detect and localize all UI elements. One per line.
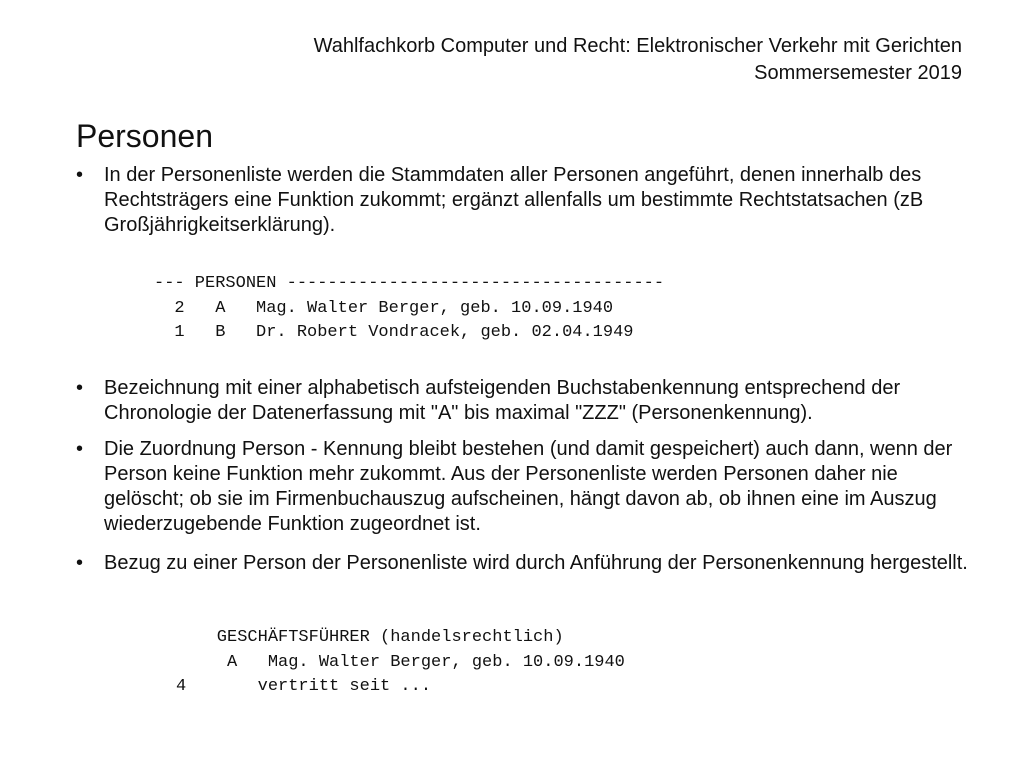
bullet-item-4 <box>76 551 976 576</box>
function-row: 4 vertritt seit ... <box>176 677 432 696</box>
bullet-text-2: Bezeichnung mit einer alphabetisch aufsteigenden Buchstabenkennung entsprechend der Chronologie der Datenerfassung mit "A" bis maximal "ZZZ" (Personenkennung). <box>104 377 901 424</box>
bullet-item-1 <box>76 163 976 238</box>
function-code-block <box>176 626 625 700</box>
bullet-text-3: Die Zuordnung Person - Kennung bleibt bestehen (und damit gespeichert) auch dann, wenn der Person keine Funktion mehr zukommt. Aus der Personenliste werden Personen daher nie gelöscht; ob sie im Firmenbuchauszug aufscheinen, hängt davon ab, ob ihnen eine im Auszug wiederzugebende Funktion zugeordnet ist. <box>104 438 953 535</box>
bullet-icon: • <box>76 164 84 186</box>
header-course-title: Wahlfachkorb Computer und Recht: Elektronischer Verkehr mit Gerichten <box>313 35 962 57</box>
bullet-item-2 <box>76 376 976 426</box>
person-list-header: --- PERSONEN ------------------------------------- <box>154 274 665 293</box>
person-list-code-block <box>154 272 664 346</box>
slide-header <box>314 33 962 87</box>
bullet-icon: • <box>76 438 84 460</box>
bullet-text-1: In der Personenliste werden die Stammdaten aller Personen angeführt, denen innerhalb des Rechtsträgers eine Funktion zukommt; ergänzt allenfalls um bestimmte Rechtstatsachen (zB Großjährigkeitserklärung). <box>104 164 924 236</box>
person-list-row: 1 B Dr. Robert Vondracek, geb. 02.04.1949 <box>154 323 634 342</box>
function-header: GESCHÄFTSFÜHRER (handelsrechtlich) <box>176 628 564 647</box>
header-semester: Sommersemester 2019 <box>754 62 962 84</box>
bullet-item-3 <box>76 437 976 537</box>
bullet-icon: • <box>76 377 84 399</box>
page-title: Personen <box>76 118 213 154</box>
bullet-text-4: Bezug zu einer Person der Personenliste wird durch Anführung der Personenkennung hergestellt. <box>104 552 968 574</box>
bullet-icon: • <box>76 552 84 574</box>
person-list-row: 2 A Mag. Walter Berger, geb. 10.09.1940 <box>154 298 614 318</box>
function-row: A Mag. Walter Berger, geb. 10.09.1940 <box>176 652 625 672</box>
